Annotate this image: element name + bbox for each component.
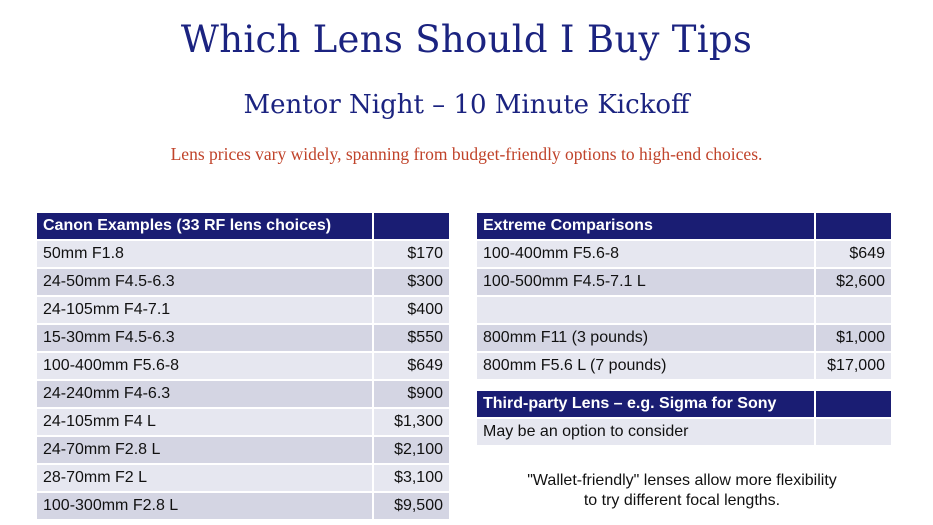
lens-price: $1,000 — [815, 324, 892, 352]
canon-table-header-price — [373, 212, 450, 240]
table-row — [476, 324, 892, 352]
lens-price: $900 — [373, 380, 450, 408]
lens-name: 50mm F1.8 — [36, 240, 373, 268]
lens-price — [815, 296, 892, 324]
slide-subtitle: Mentor Night – 10 Minute Kickoff — [243, 90, 690, 120]
table-row — [36, 268, 450, 296]
table-row — [476, 296, 892, 324]
table-row — [36, 240, 450, 268]
note-line-2: to try different focal lengths. — [583, 492, 781, 509]
slide-tagline: Lens prices vary widely, spanning from budget-friendly options to high-end choices. — [170, 144, 763, 164]
lens-price: $17,000 — [815, 352, 892, 380]
lens-price: $2,600 — [815, 268, 892, 296]
lens-price: $649 — [373, 352, 450, 380]
lens-name: 100-400mm F5.6-8 — [476, 240, 815, 268]
wallet-friendly-note — [476, 471, 888, 511]
lens-name: 28-70mm F2 L — [36, 464, 373, 492]
table-row — [36, 380, 450, 408]
lens-name: 24-105mm F4-7.1 — [36, 296, 373, 324]
lens-name: 800mm F11 (3 pounds) — [476, 324, 815, 352]
table-header-row — [476, 390, 892, 418]
lens-price: $300 — [373, 268, 450, 296]
lens-name: 24-50mm F4.5-6.3 — [36, 268, 373, 296]
table-row — [36, 436, 450, 464]
note-line-1: "Wallet-friendly" lenses allow more flexibility — [527, 472, 837, 489]
canon-table-header: Canon Examples (33 RF lens choices) — [36, 212, 373, 240]
table-row — [36, 296, 450, 324]
lens-price: $9,500 — [373, 492, 450, 520]
table-header-row — [36, 212, 450, 240]
slide-title: Which Lens Should I Buy Tips — [180, 18, 753, 61]
table-row — [36, 352, 450, 380]
lens-price: $2,100 — [373, 436, 450, 464]
table-header-row — [476, 212, 892, 240]
lens-name — [476, 296, 815, 324]
table-row — [476, 240, 892, 268]
extreme-table-header-price — [815, 212, 892, 240]
lens-price: $3,100 — [373, 464, 450, 492]
lens-name: 15-30mm F4.5-6.3 — [36, 324, 373, 352]
lens-name: 100-500mm F4.5-7.1 L — [476, 268, 815, 296]
table-row — [36, 464, 450, 492]
third-party-table-header: Third-party Lens – e.g. Sigma for Sony — [476, 390, 815, 418]
extreme-comparisons-table — [475, 211, 893, 381]
lens-price: $170 — [373, 240, 450, 268]
table-row — [476, 268, 892, 296]
lens-price: $550 — [373, 324, 450, 352]
lens-price: $400 — [373, 296, 450, 324]
table-row — [476, 418, 892, 446]
table-row — [36, 408, 450, 436]
table-row — [476, 352, 892, 380]
canon-examples-table — [35, 211, 451, 521]
lens-price: $1,300 — [373, 408, 450, 436]
third-party-note: May be an option to consider — [476, 418, 815, 446]
table-row — [36, 492, 450, 520]
extreme-table-header: Extreme Comparisons — [476, 212, 815, 240]
lens-name: 800mm F5.6 L (7 pounds) — [476, 352, 815, 380]
lens-name: 24-70mm F2.8 L — [36, 436, 373, 464]
third-party-table-header-price — [815, 390, 892, 418]
third-party-lens-table — [475, 389, 893, 447]
lens-name: 100-400mm F5.6-8 — [36, 352, 373, 380]
lens-name: 24-105mm F4 L — [36, 408, 373, 436]
lens-name: 24-240mm F4-6.3 — [36, 380, 373, 408]
lens-price: $649 — [815, 240, 892, 268]
table-row — [36, 324, 450, 352]
third-party-price — [815, 418, 892, 446]
lens-name: 100-300mm F2.8 L — [36, 492, 373, 520]
